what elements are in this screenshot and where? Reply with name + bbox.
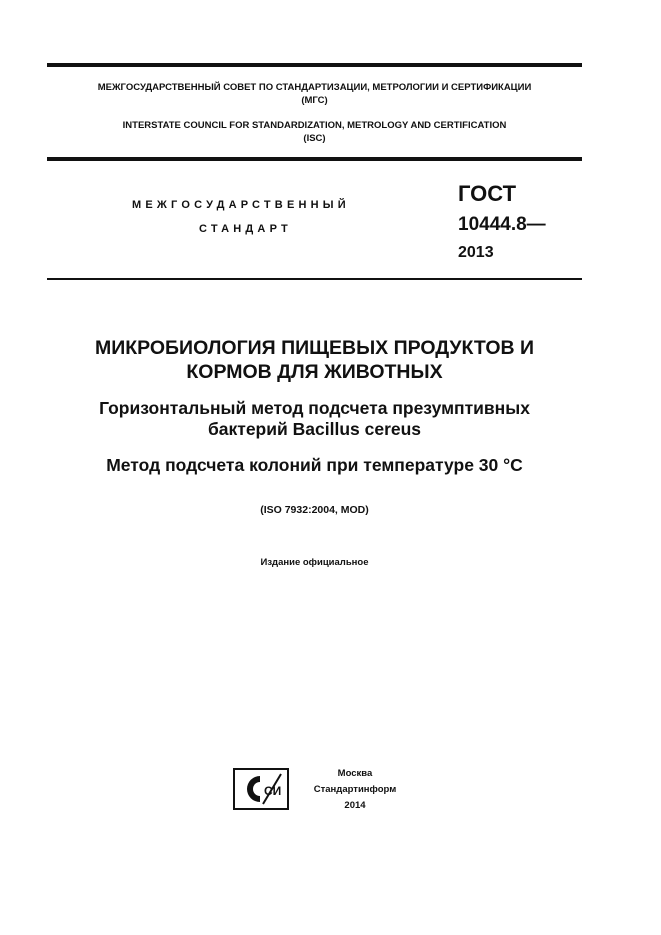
- council-ru-name: МЕЖГОСУДАРСТВЕННЫЙ СОВЕТ ПО СТАНДАРТИЗАЦИИ, МЕТРОЛОГИИ И СЕРТИФИКАЦИИ: [97, 82, 532, 93]
- publisher-city: Москва: [337, 768, 373, 779]
- publisher-block: [300, 766, 410, 814]
- council-ru-abbr: (МГС): [301, 95, 328, 106]
- publisher-year: 2014: [344, 800, 366, 811]
- standard-type-line1: МЕЖГОСУДАРСТВЕННЫЙ: [132, 199, 350, 211]
- subtitle-1: [47, 398, 582, 440]
- standartinform-logo: [233, 768, 289, 810]
- subtitle-1-line1: Горизонтальный метод подсчета презумптивных: [99, 398, 530, 418]
- council-ru: [47, 81, 582, 107]
- logo-letters: СИ: [264, 784, 282, 798]
- subtitle-2: Метод подсчета колоний при температуре 30 °C: [106, 455, 523, 475]
- council-en-abbr: (ISC): [303, 133, 326, 144]
- iso-reference: (ISO 7932:2004, MOD): [260, 504, 369, 516]
- council-en: [47, 119, 582, 145]
- subtitle-1-line2: бактерий Bacillus cereus: [207, 419, 422, 439]
- council-rule: [47, 157, 582, 161]
- top-rule: [47, 63, 582, 67]
- council-en-name: INTERSTATE COUNCIL FOR STANDARDIZATION, METROLOGY AND CERTIFICATION: [122, 120, 507, 131]
- edition-note: Издание официальное: [260, 557, 369, 568]
- gost-prefix: ГОСТ: [458, 181, 517, 206]
- standard-type-line2: СТАНДАРТ: [199, 223, 292, 235]
- publisher-name: Стандартинформ: [313, 784, 397, 795]
- main-title-line1: МИКРОБИОЛОГИЯ ПИЩЕВЫХ ПРОДУКТОВ И: [94, 337, 535, 359]
- gost-year: 2013: [458, 244, 494, 261]
- main-title: [47, 336, 582, 384]
- gost-number: 10444.8—: [458, 214, 546, 235]
- header-rule: [47, 278, 582, 280]
- main-title-line2: КОРМОВ ДЛЯ ЖИВОТНЫХ: [186, 361, 443, 383]
